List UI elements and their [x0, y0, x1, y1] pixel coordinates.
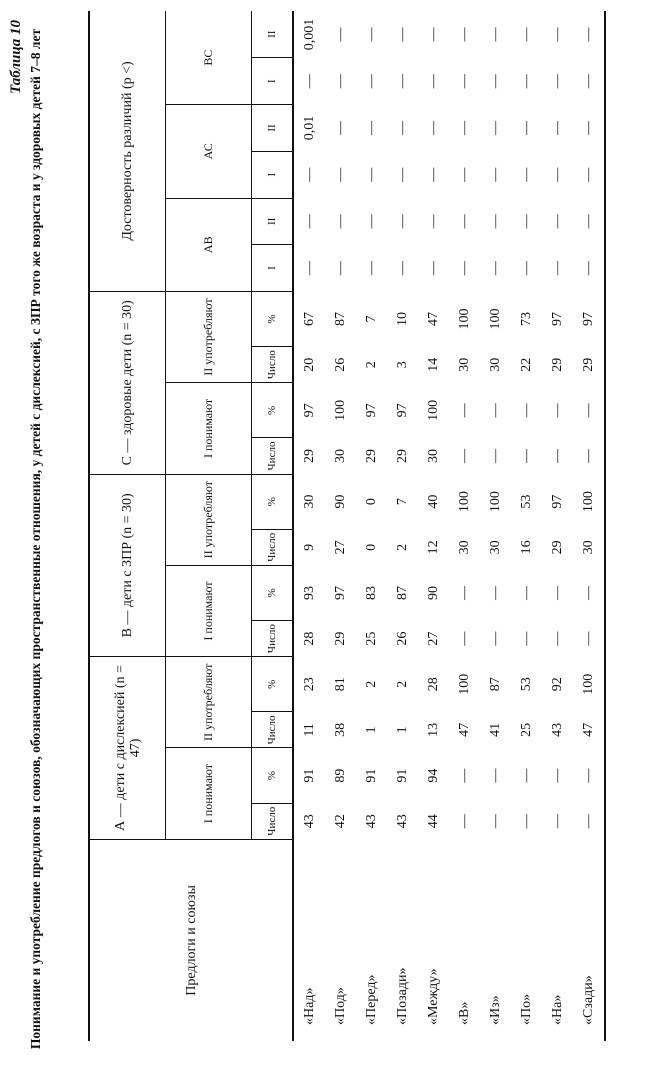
table-cell: 100 — [573, 657, 605, 712]
table-cell: 40 — [425, 494, 441, 509]
table-cell: — — [332, 167, 348, 182]
table-cell: 44 — [425, 814, 441, 829]
table-row — [449, 11, 480, 1041]
table-cell: — — [518, 261, 534, 276]
table-cell: 93 — [301, 585, 317, 600]
table-cell: 25 — [363, 631, 379, 646]
table-cell: — — [363, 74, 379, 89]
understanding-header: I понимают — [166, 383, 252, 474]
table-cell: 97 — [549, 494, 565, 509]
table-cell: 38 — [332, 722, 348, 737]
table-cell: — — [456, 585, 472, 600]
table-cell: 23 — [301, 677, 317, 692]
ab-header: АВ — [166, 198, 252, 291]
table-cell: 97 — [573, 291, 605, 346]
table-cell: 43 — [363, 814, 379, 829]
table-cell: 89 — [332, 768, 348, 783]
percent-header: % — [252, 474, 294, 529]
roman-one-header: I — [252, 245, 294, 292]
table-cell: — — [518, 120, 534, 135]
table-cell: — — [487, 27, 503, 42]
roman-one-header: I — [252, 58, 294, 105]
table-cell: 30 — [332, 449, 348, 463]
table-cell: — — [301, 167, 317, 182]
table-cell: — — [394, 74, 410, 89]
table-cell: 10 — [394, 312, 410, 327]
table-cell: — — [549, 261, 565, 276]
table-cell: — — [363, 120, 379, 135]
table-cell: 73 — [518, 312, 534, 327]
table-cell: — — [363, 27, 379, 42]
table-cell: 30 — [301, 494, 317, 509]
table-cell: — — [394, 261, 410, 276]
row-label: «Перед» — [363, 974, 379, 1025]
data-table — [88, 11, 606, 1041]
table-cell: — — [518, 449, 534, 463]
table-cell: 87 — [394, 585, 410, 600]
row-label: «В» — [456, 1001, 472, 1025]
table-cell: 29 — [363, 449, 379, 463]
table-cell: — — [456, 449, 472, 463]
table-cell: 29 — [332, 631, 348, 646]
table-cell: — — [518, 585, 534, 600]
table-cell: 87 — [487, 677, 503, 692]
table-cell: — — [573, 245, 605, 292]
table-cell: — — [487, 214, 503, 229]
table-cell: 100 — [573, 474, 605, 529]
table-cell: — — [573, 58, 605, 105]
table-cell: 2 — [394, 543, 410, 551]
table-cell: 100 — [487, 491, 503, 513]
table-cell: — — [332, 27, 348, 42]
table-row — [293, 11, 325, 1041]
table-cell: — — [456, 814, 472, 829]
table-cell: — — [332, 74, 348, 89]
table-cell: 30 — [487, 357, 503, 372]
table-cell: — — [549, 631, 565, 646]
table-cell: 100 — [456, 673, 472, 695]
roman-two-header: II — [252, 11, 294, 58]
count-header: Число — [252, 803, 294, 839]
table-cell: — — [301, 261, 317, 276]
table-cell: — — [518, 768, 534, 783]
table-cell: 30 — [456, 540, 472, 555]
table-cell: 92 — [549, 677, 565, 692]
table-cell: 25 — [518, 722, 534, 737]
table-row — [356, 11, 387, 1041]
table-cell: 43 — [301, 814, 317, 829]
table-cell: — — [549, 120, 565, 135]
row-label: «Позади» — [394, 967, 410, 1025]
understanding-header: I понимают — [166, 565, 252, 656]
ac-header: АС — [166, 105, 252, 198]
table-cell: 27 — [332, 540, 348, 555]
table-cell: 42 — [332, 814, 348, 829]
table-cell: — — [573, 438, 605, 474]
percent-header: % — [252, 657, 294, 712]
table-cell: 3 — [394, 361, 410, 369]
roman-two-header: II — [252, 105, 294, 152]
table-cell: 9 — [301, 543, 317, 551]
table-cell: 26 — [394, 631, 410, 646]
table-cell: — — [394, 27, 410, 42]
table-cell: — — [425, 74, 441, 89]
table-cell: — — [549, 814, 565, 829]
table-cell: — — [573, 198, 605, 245]
table-cell: 16 — [518, 540, 534, 555]
table-cell: 30 — [573, 529, 605, 565]
table-cell: — — [573, 565, 605, 620]
table-row — [573, 11, 605, 1041]
table-cell: 29 — [549, 540, 565, 555]
table-cell: 41 — [487, 722, 503, 737]
significance-header: Достоверность различий (p <) — [89, 11, 166, 291]
group-c-header: С — здоровые дети (n = 30) — [89, 291, 166, 474]
table-cell: — — [363, 214, 379, 229]
percent-header: % — [252, 291, 294, 346]
table-cell: — — [456, 261, 472, 276]
table-cell: 2 — [394, 680, 410, 688]
count-header: Число — [252, 621, 294, 657]
table-cell: 29 — [301, 449, 317, 463]
table-cell: — — [573, 11, 605, 58]
table-cell: — — [332, 261, 348, 276]
table-cell: 83 — [363, 585, 379, 600]
understanding-header: I понимают — [166, 748, 252, 839]
table-cell: — — [332, 120, 348, 135]
table-row — [480, 11, 511, 1041]
bc-header: ВС — [166, 11, 252, 105]
table-cell: — — [456, 167, 472, 182]
table-cell: — — [394, 167, 410, 182]
table-cell: — — [549, 449, 565, 463]
table-cell: 7 — [363, 315, 379, 323]
table-cell: — — [487, 403, 503, 418]
table-cell: — — [456, 27, 472, 42]
percent-header: % — [252, 748, 294, 803]
row-label: «Сзади» — [573, 839, 605, 1041]
table-cell: — — [456, 214, 472, 229]
table-cell: 53 — [518, 494, 534, 509]
table-row — [387, 11, 418, 1041]
table-cell: 14 — [425, 357, 441, 372]
table-cell: 91 — [301, 768, 317, 783]
group-b-header: В — дети с ЗПР (n = 30) — [89, 474, 166, 657]
table-cell: 11 — [301, 723, 317, 737]
table-cell: 90 — [332, 494, 348, 509]
table-cell: 29 — [573, 347, 605, 383]
table-cell: 43 — [394, 814, 410, 829]
table-cell: — — [549, 768, 565, 783]
table-cell: 26 — [332, 357, 348, 372]
table-header — [89, 11, 293, 1041]
table-cell: — — [549, 403, 565, 418]
table-cell: — — [573, 151, 605, 198]
row-label: «Из» — [487, 995, 503, 1025]
table-cell: — — [518, 167, 534, 182]
table-cell: — — [425, 120, 441, 135]
table-cell: 87 — [332, 312, 348, 327]
table-cell: 27 — [425, 631, 441, 646]
table-cell: 91 — [394, 768, 410, 783]
table-cell: 97 — [363, 403, 379, 418]
table-cell: — — [394, 214, 410, 229]
table-cell: 81 — [332, 677, 348, 692]
table-cell: — — [487, 631, 503, 646]
table-cell: 97 — [549, 312, 565, 327]
table-cell: — — [573, 748, 605, 803]
table-body — [293, 11, 605, 1041]
table-row — [418, 11, 449, 1041]
table-cell: — — [518, 814, 534, 829]
usage-header: II употребляют — [166, 657, 252, 748]
table-cell: — — [487, 585, 503, 600]
percent-header: % — [252, 383, 294, 438]
table-cell: 30 — [487, 540, 503, 555]
table-cell: 0,001 — [301, 18, 317, 51]
count-header: Число — [252, 347, 294, 383]
table-cell: — — [456, 74, 472, 89]
table-row — [511, 11, 542, 1041]
table-cell: 7 — [394, 498, 410, 506]
percent-header: % — [252, 565, 294, 620]
table-cell: — — [487, 814, 503, 829]
table-cell: — — [518, 631, 534, 646]
table-cell: 100 — [456, 308, 472, 330]
table-cell: 30 — [456, 357, 472, 372]
table-cell: 2 — [363, 680, 379, 688]
table-cell: — — [549, 585, 565, 600]
table-cell: 0 — [363, 543, 379, 551]
table-cell: — — [549, 27, 565, 42]
row-label: «По» — [518, 993, 534, 1025]
table-cell: 100 — [456, 491, 472, 513]
row-label: «Над» — [301, 987, 317, 1025]
table-cell: 0,01 — [301, 115, 317, 141]
table-cell: 20 — [301, 357, 317, 372]
table-cell: — — [573, 621, 605, 657]
table-cell: — — [394, 120, 410, 135]
table-cell: — — [425, 214, 441, 229]
table-cell: — — [518, 214, 534, 229]
count-header: Число — [252, 529, 294, 565]
roman-two-header: II — [252, 198, 294, 245]
table-cell: 22 — [518, 357, 534, 372]
table-cell: 97 — [394, 403, 410, 418]
table-cell: 13 — [425, 722, 441, 737]
table-cell: — — [363, 167, 379, 182]
table-cell: — — [573, 803, 605, 839]
table-cell: — — [549, 214, 565, 229]
table-cell: — — [573, 105, 605, 152]
table-title: Понимание и употребление предлогов и союзов, обозначающих пространственные отношения, у детей с дислексией, с ЗПР того же возраста и у здоровых детей 7–8 лет — [28, 28, 43, 1050]
table-cell: 28 — [301, 631, 317, 646]
row-label: «Между» — [425, 968, 441, 1025]
table-cell: — — [425, 261, 441, 276]
table-cell: 97 — [332, 585, 348, 600]
table-cell: — — [518, 27, 534, 42]
table-cell: 47 — [425, 312, 441, 327]
table-cell: — — [487, 768, 503, 783]
row-label: «Под» — [332, 987, 348, 1025]
table-cell: — — [549, 74, 565, 89]
table-cell: — — [487, 261, 503, 276]
table-cell: 97 — [301, 403, 317, 418]
table-cell: — — [301, 74, 317, 89]
usage-header: II употребляют — [166, 291, 252, 382]
table-cell: 29 — [549, 357, 565, 372]
table-cell: 12 — [425, 540, 441, 555]
table-cell: — — [456, 120, 472, 135]
table-cell: — — [487, 120, 503, 135]
table-cell: — — [518, 74, 534, 89]
table-caption: Таблица 10 — [8, 20, 24, 94]
usage-header: II употребляют — [166, 474, 252, 565]
table-cell: — — [487, 167, 503, 182]
table-cell: 30 — [425, 449, 441, 463]
table-cell: — — [425, 27, 441, 42]
table-cell: — — [456, 768, 472, 783]
table-cell: 2 — [363, 361, 379, 369]
count-header: Число — [252, 712, 294, 748]
table-cell: 90 — [425, 585, 441, 600]
table-cell: — — [573, 383, 605, 438]
count-header: Число — [252, 438, 294, 474]
table-cell: 53 — [518, 677, 534, 692]
table-cell: — — [549, 167, 565, 182]
row-label: «На» — [549, 994, 565, 1025]
group-a-header: А — дети с дислексией (n = 47) — [89, 657, 166, 840]
table-cell: — — [518, 403, 534, 418]
table-cell: — — [456, 403, 472, 418]
table-cell: 0 — [363, 498, 379, 506]
table-cell: 28 — [425, 677, 441, 692]
table-cell: 47 — [456, 722, 472, 737]
table-cell: 67 — [301, 312, 317, 327]
row-header-label: Предлоги и союзы — [89, 839, 293, 1041]
table-cell: 100 — [487, 308, 503, 330]
table-cell: 91 — [363, 768, 379, 783]
table-cell: 1 — [394, 726, 410, 734]
table-cell: — — [487, 74, 503, 89]
table-cell: 100 — [425, 399, 441, 421]
table-cell: — — [301, 214, 317, 229]
table-cell: 47 — [573, 712, 605, 748]
table-row — [542, 11, 573, 1041]
table-cell: 43 — [549, 722, 565, 737]
table-cell: — — [363, 261, 379, 276]
table-cell: 100 — [332, 399, 348, 421]
table-cell: — — [425, 167, 441, 182]
table-cell: 29 — [394, 449, 410, 463]
table-cell: — — [487, 449, 503, 463]
table-cell: 94 — [425, 768, 441, 783]
roman-one-header: I — [252, 151, 294, 198]
table-row — [325, 11, 356, 1041]
table-cell: — — [332, 214, 348, 229]
table-cell: 1 — [363, 726, 379, 734]
table-cell: — — [456, 631, 472, 646]
